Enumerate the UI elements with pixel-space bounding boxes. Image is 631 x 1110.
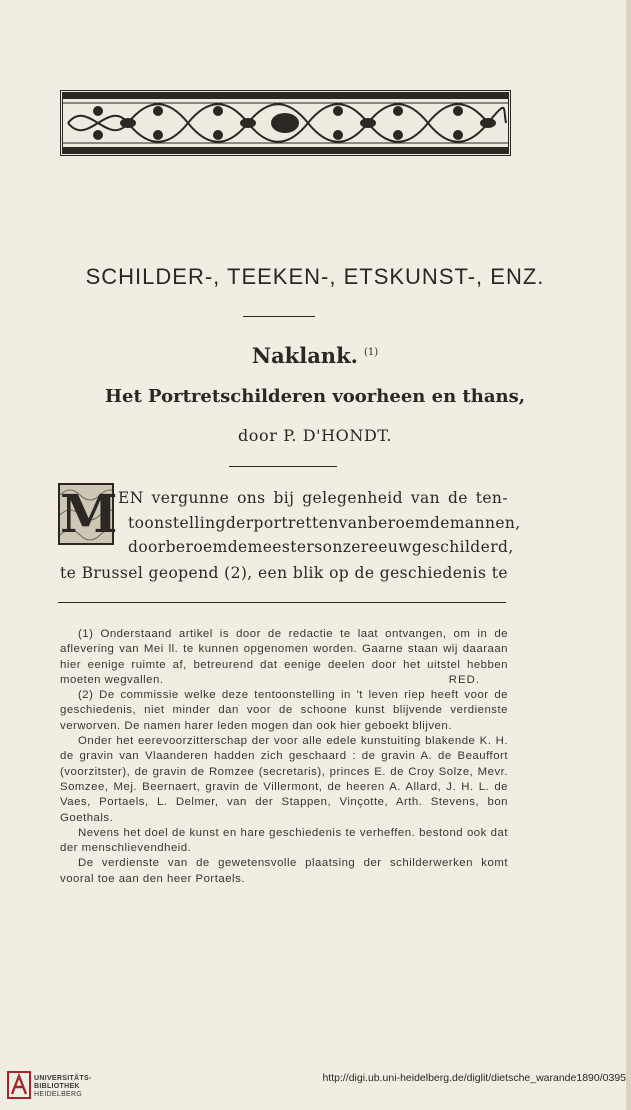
word: van [410, 489, 441, 507]
body-line [128, 514, 521, 532]
word: de [447, 489, 468, 507]
word: beroemde [165, 538, 248, 556]
word: een [257, 564, 288, 582]
footer [0, 1062, 631, 1110]
author-name: P. D'HONDT. [283, 426, 393, 445]
word: (2), [224, 564, 253, 582]
section-title: SCHILDER-, TEEKEN-, ETSKUNST-, ENZ. [85, 264, 545, 289]
word: vergunne [151, 489, 230, 507]
article-title [40, 343, 590, 368]
body-line [128, 538, 514, 556]
word: mannen, [449, 514, 521, 532]
word: blik [292, 564, 324, 582]
word: portretten [253, 514, 339, 532]
dropcap-letter: M [60, 484, 118, 545]
footnote-3: Onder het eerevoorzitterschap der voor alle edele kunstuiting blakende K. H. de gravin van Vlaanderen hadden zich geschaard : de gravin A. de Beauffort (voorzitster), de gravin de Romzee (secretaris), princes E. de Croy Solze, Mevr. Somzee, Mej. Beernaert, gravin de Villermont, de heeren A. Allard, J. H. L. de Vaes, Portaels, L. Delmer, van der Stappen, Vinçotte, Arth. Stevens, bon Goethals. [60, 735, 508, 824]
word: der [225, 514, 254, 532]
word: geopend [148, 564, 219, 582]
floral-ornament-icon [60, 90, 511, 156]
divider [243, 316, 315, 317]
page-edge [626, 0, 631, 1110]
footnote-divider [58, 602, 506, 603]
footnote-2: (2) De commissie welke deze tentoonstelling in 't leven riep heeft voor de geschiedenis, niet minder dan voor de schoone kunst blijvende verdienste verworven. De namen harer leden mogen dan ook hier geboekt blijven. [60, 689, 508, 732]
word: bij [273, 489, 295, 507]
word: de [354, 564, 375, 582]
body-line [118, 489, 508, 507]
footnote-1-text: (1) Onderstaand artikel is door de redactie te laat ontvangen, om in de aflevering van Mei ll. te kunnen opgenomen worden. Gaarne staan wij daaraan hier eenige ruimte af, betreurend dat eenige deelen door het uitstel hebben moeten wegvallen. [60, 628, 508, 686]
word: te [60, 564, 77, 582]
word: geschiedenis [379, 564, 487, 582]
footnotes [60, 627, 508, 887]
footnote-5: De verdienste van de gewetensvolle plaatsing der schilderwerken komt vooral toe aan den heer Portaels. [60, 857, 508, 885]
word: te [491, 564, 508, 582]
article-title-text: Naklank. [251, 343, 358, 368]
library-name-line: BIBLIOTHEK [34, 1083, 80, 1090]
divider [229, 466, 337, 467]
word: op [329, 564, 350, 582]
word: EN [118, 489, 144, 507]
footnote-1 [60, 627, 508, 688]
source-url[interactable]: http://digi.ub.uni-heidelberg.de/diglit/dietsche_warande1890/0395 [322, 1072, 626, 1084]
word: ten- [475, 489, 508, 507]
word: door [128, 538, 166, 556]
word: eeuw [368, 538, 412, 556]
word: Brussel [81, 564, 144, 582]
word: onzer [322, 538, 369, 556]
library-name-line: HEIDELBERG [34, 1091, 83, 1098]
word: beroemde [367, 514, 450, 532]
article-subtitle: Het Portretschilderen voorheen en thans, [105, 386, 525, 407]
word: toonstelling [128, 514, 226, 532]
library-logo-icon [6, 1068, 32, 1102]
body-line [60, 564, 508, 582]
footnote-4: Nevens het doel de kunst en hare geschiedenis te verheffen. bestond ook dat der menschlievendheid. [60, 826, 508, 855]
word: van [338, 514, 368, 532]
word: gelegenheid [302, 489, 403, 507]
dropcap [58, 483, 118, 545]
byline [40, 426, 590, 445]
byline-prefix: door [237, 426, 278, 445]
footnote-ref-1: (1) [363, 347, 379, 358]
editor-sign: RED. [448, 673, 480, 686]
word: geschilderd, [411, 538, 514, 556]
word: ons [237, 489, 266, 507]
word: meesters [247, 538, 323, 556]
library-name [34, 1075, 92, 1099]
library-name-line: UNIVERSITÄTS- [34, 1075, 92, 1082]
